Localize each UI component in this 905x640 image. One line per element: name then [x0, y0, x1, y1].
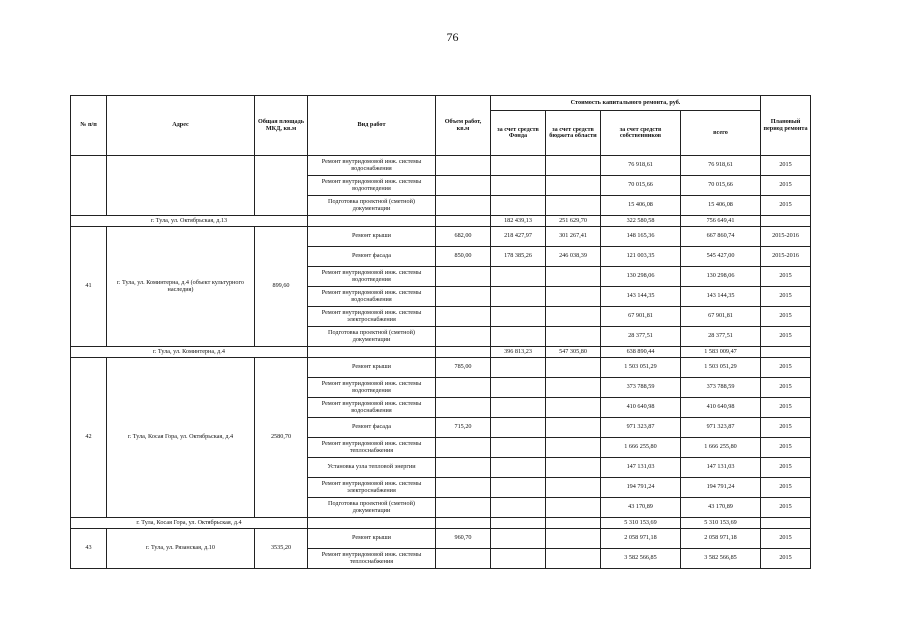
period-cell: 2015 — [761, 418, 811, 438]
work-cell: Ремонт внутридомовой инж. системы водоотведения — [308, 176, 436, 196]
total-cell: 147 131,03 — [681, 458, 761, 478]
work-cell: Ремонт крыши — [308, 358, 436, 378]
volume-cell — [436, 176, 491, 196]
budget-cell — [546, 378, 601, 398]
row-number: 43 — [71, 529, 107, 569]
fund-cell — [491, 358, 546, 378]
work-cell: Ремонт внутридомовой инж. системы водоснабжения — [308, 156, 436, 176]
header-address: Адрес — [107, 96, 255, 156]
volume-cell — [436, 307, 491, 327]
subtotal-row — [71, 347, 811, 358]
volume-cell — [436, 378, 491, 398]
period-cell: 2015-2016 — [761, 227, 811, 247]
owners-cell: 147 131,03 — [601, 458, 681, 478]
budget-cell — [546, 478, 601, 498]
area-cell: 2580,70 — [255, 358, 308, 518]
subtotal-label: г. Тула, ул. Октябрьская, д.13 — [71, 216, 308, 227]
subtotal-fund: 396 813,23 — [491, 347, 546, 358]
work-cell: Ремонт внутридомовой инж. системы водоотведения — [308, 267, 436, 287]
period-cell: 2015 — [761, 176, 811, 196]
area-cell: 899,60 — [255, 227, 308, 347]
owners-cell: 2 058 971,18 — [601, 529, 681, 549]
subtotal-empty — [761, 518, 811, 529]
subtotal-empty — [761, 347, 811, 358]
work-cell: Подготовка проектной (сметной) документации — [308, 196, 436, 216]
owners-cell: 15 406,08 — [601, 196, 681, 216]
period-cell: 2015 — [761, 327, 811, 347]
work-cell: Ремонт внутридомовой инж. системы водоснабжения — [308, 398, 436, 418]
budget-cell — [546, 438, 601, 458]
period-cell: 2015 — [761, 549, 811, 569]
total-cell: 1 666 255,80 — [681, 438, 761, 458]
period-cell: 2015 — [761, 196, 811, 216]
address-cell — [107, 156, 255, 216]
period-cell: 2015 — [761, 529, 811, 549]
fund-cell — [491, 176, 546, 196]
total-cell: 1 503 051,29 — [681, 358, 761, 378]
fund-cell — [491, 478, 546, 498]
work-cell: Подготовка проектной (сметной) документации — [308, 327, 436, 347]
budget-cell — [546, 176, 601, 196]
volume-cell — [436, 498, 491, 518]
fund-cell — [491, 287, 546, 307]
subtotal-label: г. Тула, ул. Коминтерна, д.4 — [71, 347, 308, 358]
subtotal-empty — [436, 518, 491, 529]
volume-cell — [436, 478, 491, 498]
volume-cell — [436, 196, 491, 216]
budget-cell — [546, 156, 601, 176]
budget-cell — [546, 529, 601, 549]
fund-cell — [491, 458, 546, 478]
volume-cell: 682,00 — [436, 227, 491, 247]
table-row — [71, 358, 811, 378]
subtotal-total: 756 649,41 — [681, 216, 761, 227]
header-budget: за счет средств бюджета области — [546, 111, 601, 156]
total-cell: 70 015,66 — [681, 176, 761, 196]
area-cell: 3535,20 — [255, 529, 308, 569]
budget-cell — [546, 398, 601, 418]
period-cell: 2015 — [761, 358, 811, 378]
total-cell: 410 640,98 — [681, 398, 761, 418]
period-cell: 2015 — [761, 498, 811, 518]
subtotal-fund: 182 439,13 — [491, 216, 546, 227]
budget-cell — [546, 327, 601, 347]
header-work-type: Вид работ — [308, 96, 436, 156]
table-row — [71, 529, 811, 549]
owners-cell: 1 503 051,29 — [601, 358, 681, 378]
row-number: 41 — [71, 227, 107, 347]
subtotal-row — [71, 518, 811, 529]
owners-cell: 43 170,89 — [601, 498, 681, 518]
work-cell: Ремонт внутридомовой инж. системы водоотведения — [308, 378, 436, 398]
address-cell: г. Тула, Косая Гора, ул. Октябрьская, д.4 — [107, 358, 255, 518]
fund-cell — [491, 156, 546, 176]
budget-cell — [546, 267, 601, 287]
header-fund: за счет средств Фонда — [491, 111, 546, 156]
header-cost-group: Стоимость капитального ремонта, руб. — [491, 96, 761, 111]
total-cell: 3 582 566,85 — [681, 549, 761, 569]
subtotal-empty — [436, 216, 491, 227]
table-row — [71, 227, 811, 247]
owners-cell: 1 666 255,80 — [601, 438, 681, 458]
work-cell: Ремонт крыши — [308, 227, 436, 247]
budget-cell — [546, 196, 601, 216]
fund-cell — [491, 498, 546, 518]
subtotal-owners: 5 310 153,69 — [601, 518, 681, 529]
subtotal-total: 1 583 009,47 — [681, 347, 761, 358]
total-cell: 2 058 971,18 — [681, 529, 761, 549]
work-cell: Подготовка проектной (сметной) документации — [308, 498, 436, 518]
work-cell: Ремонт внутридомовой инж. системы электроснабжения — [308, 478, 436, 498]
fund-cell — [491, 549, 546, 569]
subtotal-fund — [491, 518, 546, 529]
work-cell: Ремонт внутридомовой инж. системы водоснабжения — [308, 287, 436, 307]
fund-cell — [491, 196, 546, 216]
total-cell: 143 144,35 — [681, 287, 761, 307]
subtotal-label: г. Тула, Косая Гора, ул. Октябрьская, д.4 — [71, 518, 308, 529]
owners-cell: 410 640,98 — [601, 398, 681, 418]
period-cell: 2015 — [761, 398, 811, 418]
fund-cell — [491, 327, 546, 347]
work-cell: Ремонт фасада — [308, 418, 436, 438]
row-number: 42 — [71, 358, 107, 518]
owners-cell: 148 165,36 — [601, 227, 681, 247]
fund-cell — [491, 529, 546, 549]
area-cell — [255, 156, 308, 216]
period-cell: 2015 — [761, 287, 811, 307]
volume-cell — [436, 398, 491, 418]
volume-cell — [436, 156, 491, 176]
subtotal-empty — [436, 347, 491, 358]
budget-cell: 246 038,39 — [546, 247, 601, 267]
period-cell: 2015 — [761, 267, 811, 287]
row-number — [71, 156, 107, 216]
volume-cell — [436, 327, 491, 347]
volume-cell — [436, 458, 491, 478]
table-row — [71, 156, 811, 176]
budget-cell — [546, 287, 601, 307]
fund-cell — [491, 378, 546, 398]
volume-cell: 785,00 — [436, 358, 491, 378]
fund-cell: 218 427,97 — [491, 227, 546, 247]
subtotal-row — [71, 216, 811, 227]
header-area: Общая площадь МКД, кв.м — [255, 96, 308, 156]
capital-repair-table — [70, 95, 811, 569]
subtotal-total: 5 310 153,69 — [681, 518, 761, 529]
volume-cell — [436, 267, 491, 287]
total-cell: 667 860,74 — [681, 227, 761, 247]
total-cell: 545 427,00 — [681, 247, 761, 267]
budget-cell — [546, 549, 601, 569]
header-total: всего — [681, 111, 761, 156]
owners-cell: 971 323,87 — [601, 418, 681, 438]
work-cell: Ремонт внутридомовой инж. системы теплоснабжения — [308, 549, 436, 569]
owners-cell: 373 788,59 — [601, 378, 681, 398]
volume-cell — [436, 549, 491, 569]
total-cell: 373 788,59 — [681, 378, 761, 398]
total-cell: 28 377,51 — [681, 327, 761, 347]
volume-cell: 715,20 — [436, 418, 491, 438]
period-cell: 2015 — [761, 458, 811, 478]
fund-cell — [491, 438, 546, 458]
subtotal-empty — [308, 216, 436, 227]
period-cell: 2015 — [761, 156, 811, 176]
period-cell: 2015 — [761, 307, 811, 327]
subtotal-empty — [308, 518, 436, 529]
fund-cell — [491, 307, 546, 327]
total-cell: 67 901,81 — [681, 307, 761, 327]
page-number: 76 — [446, 30, 459, 44]
subtotal-owners: 322 580,58 — [601, 216, 681, 227]
period-cell: 2015 — [761, 438, 811, 458]
address-cell: г. Тула, ул. Рязанская, д.10 — [107, 529, 255, 569]
volume-cell: 850,00 — [436, 247, 491, 267]
budget-cell — [546, 418, 601, 438]
work-cell: Ремонт крыши — [308, 529, 436, 549]
fund-cell: 178 385,26 — [491, 247, 546, 267]
address-cell: г. Тула, ул. Коминтерна, д.4 (объект культурного наследия) — [107, 227, 255, 347]
header-owners: за счет средств собственников — [601, 111, 681, 156]
owners-cell: 76 918,61 — [601, 156, 681, 176]
total-cell: 130 298,06 — [681, 267, 761, 287]
budget-cell — [546, 458, 601, 478]
subtotal-budget: 251 629,70 — [546, 216, 601, 227]
volume-cell — [436, 287, 491, 307]
work-cell: Ремонт внутридомовой инж. системы электроснабжения — [308, 307, 436, 327]
owners-cell: 70 015,66 — [601, 176, 681, 196]
period-cell: 2015-2016 — [761, 247, 811, 267]
total-cell: 15 406,08 — [681, 196, 761, 216]
owners-cell: 67 901,81 — [601, 307, 681, 327]
budget-cell — [546, 307, 601, 327]
owners-cell: 121 003,35 — [601, 247, 681, 267]
subtotal-budget — [546, 518, 601, 529]
period-cell: 2015 — [761, 478, 811, 498]
total-cell: 43 170,89 — [681, 498, 761, 518]
subtotal-empty — [761, 216, 811, 227]
work-cell: Установка узла тепловой энергии — [308, 458, 436, 478]
subtotal-budget: 547 305,80 — [546, 347, 601, 358]
owners-cell: 130 298,06 — [601, 267, 681, 287]
owners-cell: 143 144,35 — [601, 287, 681, 307]
fund-cell — [491, 418, 546, 438]
budget-cell — [546, 358, 601, 378]
header-volume: Объем работ, кв.м — [436, 96, 491, 156]
budget-cell — [546, 498, 601, 518]
volume-cell — [436, 438, 491, 458]
work-cell: Ремонт фасада — [308, 247, 436, 267]
header-period: Плановый период ремонта — [761, 96, 811, 156]
owners-cell: 3 582 566,85 — [601, 549, 681, 569]
total-cell: 971 323,87 — [681, 418, 761, 438]
total-cell: 76 918,61 — [681, 156, 761, 176]
period-cell: 2015 — [761, 378, 811, 398]
work-cell: Ремонт внутридомовой инж. системы теплоснабжения — [308, 438, 436, 458]
header-num: № п/п — [71, 96, 107, 156]
owners-cell: 28 377,51 — [601, 327, 681, 347]
owners-cell: 194 791,24 — [601, 478, 681, 498]
budget-cell: 301 267,41 — [546, 227, 601, 247]
volume-cell: 960,70 — [436, 529, 491, 549]
total-cell: 194 791,24 — [681, 478, 761, 498]
subtotal-empty — [308, 347, 436, 358]
fund-cell — [491, 398, 546, 418]
subtotal-owners: 638 890,44 — [601, 347, 681, 358]
fund-cell — [491, 267, 546, 287]
